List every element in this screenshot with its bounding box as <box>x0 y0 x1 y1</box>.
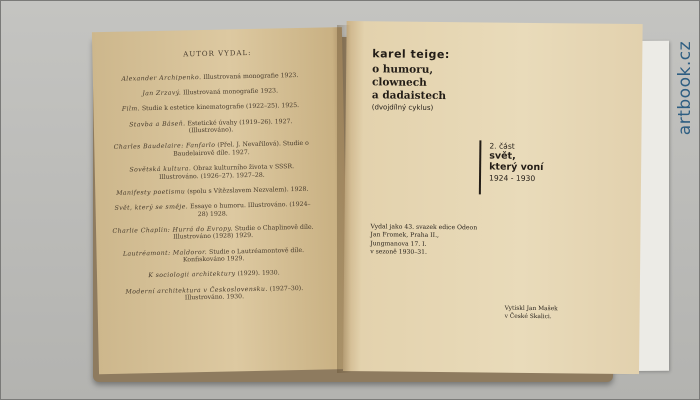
list-item: Manifesty poetismu (spolu s Vítězslavem Nezvalem). 1928. <box>116 185 309 197</box>
left-page <box>92 27 349 374</box>
list-item: Charles Baudelaire: Fanfarlo (Přel. J. Nevařilová). Studie o Baudelairově díle. 1927. <box>113 140 309 158</box>
list-item: Charlie Chaplin: Hurrá do Evropy. Studie o Chaplinově díle. Illustrováno (1928) 1929. <box>112 223 314 242</box>
list-item: Moderní architektura v Československu. (1927–30). Illustrováno. 1930. <box>125 284 304 302</box>
part-number: 2. část <box>489 141 515 151</box>
book-gutter <box>337 25 351 373</box>
book-title: o humoru, clownech a dadaistech <box>371 63 447 103</box>
printer-note: Vytiskl Jan Mašek v České Skalici. <box>504 305 558 321</box>
list-item: Film. Studie k estetice kinematografie (1922–25). 1925. <box>121 102 300 114</box>
left-page-heading: AUTOR VYDAL: <box>183 48 252 59</box>
part-years: 1924 - 1930 <box>488 173 536 184</box>
list-item: Lautréamont: Maldoror. Studie o Lautréamontově díle. Konfiskováno 1929. <box>122 246 305 264</box>
part-title: svět, který voní <box>489 150 544 174</box>
publisher-note: Vydal jako 43. svazek edice Odeon Jan Fromek, Praha II., Jungmanova 17. I. v sezoně 1930–31. <box>370 223 478 257</box>
watermark: artbook.cz <box>675 41 695 136</box>
list-item: K sociologii architektury (1929). 1930. <box>148 269 280 280</box>
author-name: karel teige: <box>372 47 450 62</box>
publication-list <box>107 72 318 312</box>
list-item: Stavba a Báseň. Estetické úvahy (1919–26). 1927. (Illustrováno). <box>129 117 293 135</box>
list-item: Sovětská kultura. Obraz kulturního života v SSSR. Illustrováno. (1926–27). 1927–28. <box>129 163 295 181</box>
list-item: Alexander Archipenko. Illustrovaná monografie 1923. <box>121 71 299 83</box>
list-item: Svět, který se směje. Essaye o humoru. Illustrováno. (1924–28) 1928. <box>114 200 311 218</box>
title-page <box>370 21 623 321</box>
right-page <box>343 21 643 374</box>
list-item: Jan Zrzavý. Illustrovaná monografie 1923. <box>142 87 279 98</box>
book-subtitle: (dvojdílný cyklus) <box>371 103 434 112</box>
part-block <box>479 140 608 195</box>
